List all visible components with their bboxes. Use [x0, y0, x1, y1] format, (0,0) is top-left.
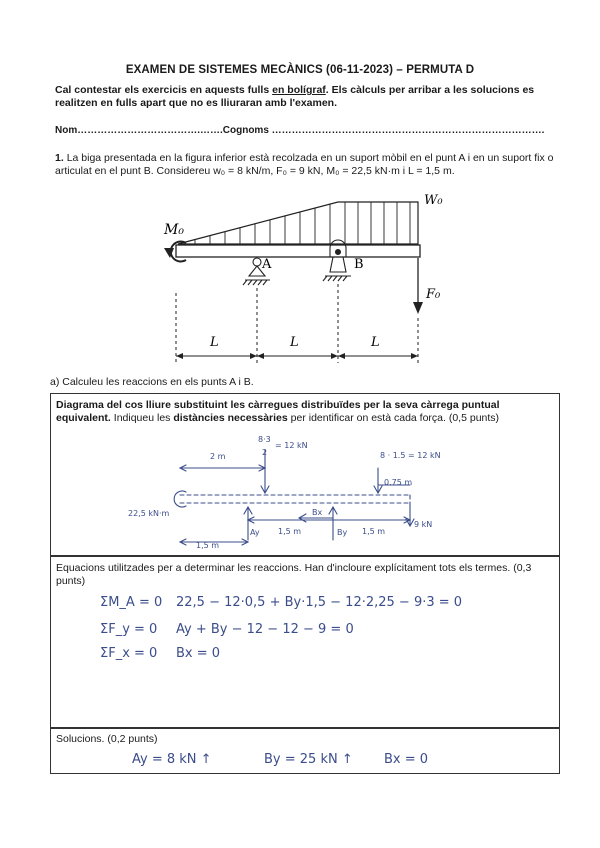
question-1a: a) Calculeu les reaccions en els punts A i B. — [50, 376, 254, 388]
hw-ay: Ay — [250, 528, 260, 537]
question-1-statement: 1. La biga presentada en la figura inferior està recolzada en un suport mòbil en el punt A i en un suport fix o articulat en el punt B. Considereu w₀ = 8 kN/m, F₀ = 9 kN, M₀ = 22,5 kN·m i L = 1,5 m. — [55, 152, 554, 177]
eq1-rhs: 22,5 − 12·0,5 + By·1,5 − 12·2,25 − 9·3 = 0 — [176, 595, 463, 610]
hw-dist-15-mid: 1,5 m — [278, 527, 302, 536]
hw-by: By — [337, 528, 348, 537]
question-1-params: w₀ = 8 kN/m, F₀ = 9 kN, M₀ = 22,5 kN·m i L = 1,5 m. — [213, 165, 455, 177]
name-line: Nom……………………………….…….Cognoms ………………………………………………………………………. — [55, 125, 545, 136]
support-b — [323, 240, 351, 281]
hw-dist-15-left: 1,5 m — [196, 541, 220, 550]
fbd-instructions: Diagrama del cos lliure substituint les càrregues distribuïdes per la seva càrrega puntual equivalent. Indiqueu les distàncies necessàries per identificar on està cada força. (0,5 punts) — [56, 399, 500, 424]
eq1-lhs: ΣM_A = 0 — [100, 595, 163, 610]
label-m0: M₀ — [164, 222, 184, 238]
hw-load1-bottom: 2 — [262, 448, 268, 457]
fbd-beam — [180, 495, 410, 503]
label-b: B — [354, 257, 364, 272]
eq3-lhs: ΣF_x = 0 — [100, 646, 158, 661]
guide-lines — [176, 284, 418, 363]
label-l3: L — [371, 335, 380, 350]
beam — [176, 245, 420, 257]
label-w0: W₀ — [424, 193, 443, 208]
sol-by: By = 25 kN ↑ — [264, 752, 353, 767]
hw-load1-result: = 12 kN — [275, 441, 308, 450]
label-a: A — [262, 257, 272, 272]
f0-arrowhead — [413, 302, 423, 314]
hw-dist-2m: 2 m — [210, 452, 226, 461]
distributed-load-outline — [178, 202, 418, 244]
solutions-instructions: Solucions. (0,2 punts) — [56, 733, 158, 745]
hw-load2: 8 · 1.5 = 12 kN — [380, 451, 441, 460]
label-l1: L — [210, 335, 219, 350]
exam-title: EXAMEN DE SISTEMES MECÀNICS (06-11-2023) – PERMUTA D — [125, 64, 475, 76]
label-f0: F₀ — [426, 287, 441, 302]
eq2-lhs: ΣF_y = 0 — [100, 622, 158, 637]
instructions: Cal contestar els exercicis en aquests fulls en bolígraf. Els càlculs per arribar a les solucions es realitzen en fulls apart que no es lliuraran amb l'examen. — [55, 84, 535, 109]
beam-figure — [150, 188, 450, 378]
load-arrows — [195, 202, 410, 244]
hw-bx: Bx — [312, 508, 323, 517]
equations-instructions: Equacions utilitzades per a determinar les reaccions. Han d'incloure explícitament tots els termes. (0,3 punts) — [56, 562, 532, 587]
sol-bx: Bx = 0 — [384, 752, 429, 767]
eq2-rhs: Ay + By − 12 − 12 − 9 = 0 — [176, 622, 354, 637]
fbd-moment — [174, 491, 186, 507]
label-l2: L — [290, 335, 299, 350]
hw-dist-075: 0.75 m — [384, 478, 413, 487]
hw-force9: 9 kN — [414, 520, 433, 529]
hw-load1-top: 8·3 — [258, 435, 271, 444]
hw-dist-15-right: 1,5 m — [362, 527, 386, 536]
hw-moment: 22,5 kN·m — [128, 509, 170, 518]
eq3-rhs: Bx = 0 — [176, 646, 221, 661]
sol-ay: Ay = 8 kN ↑ — [132, 752, 212, 767]
